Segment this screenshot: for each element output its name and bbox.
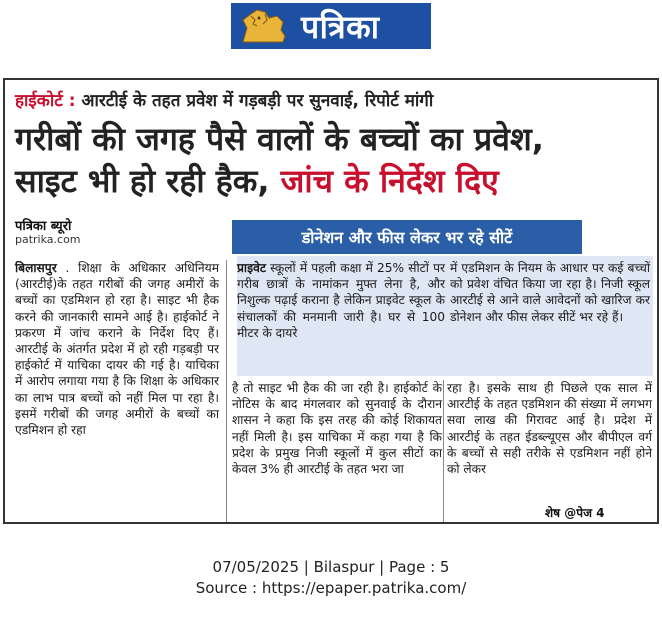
headline-line-1: गरीबों की जगह पैसे वालों के बच्चों का प्रवेश,	[15, 120, 544, 158]
byline: पत्रिका ब्यूरो	[15, 219, 72, 234]
brand-name: पत्रिका	[301, 7, 380, 46]
headline-line-2-red: जांच के निर्देश दिए	[280, 162, 499, 200]
article-column-2-continued: है तो साइट भी हैक की जा रही है। हाईकोर्ट के नोटिस के बाद मंगलवार को सुनवाई के दौरान शासन ने कहा कि इस तरह की कोई शिकायत नहीं मिली है। इस याचिका में कहा गया है कि प्रदेश के प्रमुख निजी स्कूलों में कुल सीटों का केवल 3% ही आरटीई के तहत भरा जा	[232, 381, 442, 477]
headline-line-2	[15, 160, 645, 202]
sub-headline-banner: डोनेशन और फीस लेकर भर रहे सीटें	[232, 220, 582, 254]
article-column-1	[15, 260, 219, 438]
article-column-3: में एडमिशन के नियम के आधार पर कई बच्चों को प्रवेश वंचित किया जा रहा है। निजी स्कूल आरटीई से आने वाले आवेदनों को खारिज कर डोनेशन और फीस लेकर सीटें भर रहे हैं।	[450, 261, 650, 324]
source-link: Source : https://epaper.patrika.com/	[195, 579, 467, 597]
kicker-text: आरटीई के तहत प्रवेश में गड़बड़ी पर सुनवाई, रिपोर्ट मांगी	[81, 91, 434, 111]
edition-info: 07/05/2025 | Bilaspur | Page : 5	[212, 558, 450, 576]
byline-site: patrika.com	[15, 233, 81, 246]
dateline: बिलासपुर	[15, 261, 57, 275]
continued-on-page: शेष @पेज 4	[545, 506, 605, 520]
article-column-2	[237, 260, 445, 341]
kicker	[15, 88, 433, 111]
lion-emblem-icon	[237, 6, 291, 46]
column-divider	[443, 380, 444, 522]
kicker-label: हाईकोर्ट :	[15, 91, 76, 111]
headline	[15, 118, 645, 202]
article-column-3-continued: रहा है। इसके साथ ही पिछले एक साल में आरटीई के तहत एडमिशन की संख्या में लगभग सवा लाख की गिरावट आई है। प्रदेश में आरटीई के तहत ईडब्ल्यूएस और बीपीएल वर्ग के बच्चों से सही तरीके से एडमिशन नहीं होने को लेकर	[447, 381, 652, 477]
headline-line-2-black: साइट भी हो रही हैक,	[15, 162, 270, 200]
column-1-text: . शिक्षा के अधिकार अधिनियम (आरटीई)के तहत गरीबों की जगह अमीरों के बच्चों का एडमिशन हो रहा है। साइट भी हैक करने की जानकारी सामने आई है। हाईकोर्ट ने प्रकरण में जांच कराने के निर्देश दिए हैं। आरटीई के अंतर्गत प्रदेश में हो रही गड़बड़ी पर हाईकोर्ट में याचिका दायर की गई है। याचिका में आरोप लगाया गया है कि शिक्षा के अधिकार का लाभ पात्र बच्चों को नहीं मिल पा रहा है। इसमें गरीबों की जगह अमीरों के बच्चों का एडमिशन हो रहा	[15, 261, 219, 438]
masthead	[231, 3, 431, 49]
column-divider	[226, 260, 227, 522]
column-2-lead: प्राइवेट	[237, 261, 266, 275]
news-clipping	[3, 78, 659, 524]
column-2-text: स्कूलों में पहली कक्षा में 25% सीटों पर गरीब छात्रों के नामांकन मुफ्त लेना है, और निशुल्क पढ़ाई कराना है लेकिन प्राइवेट स्कूल के संचालकों की मनमानी जारी है। घर से 100 मीटर के दायरे	[237, 261, 446, 340]
